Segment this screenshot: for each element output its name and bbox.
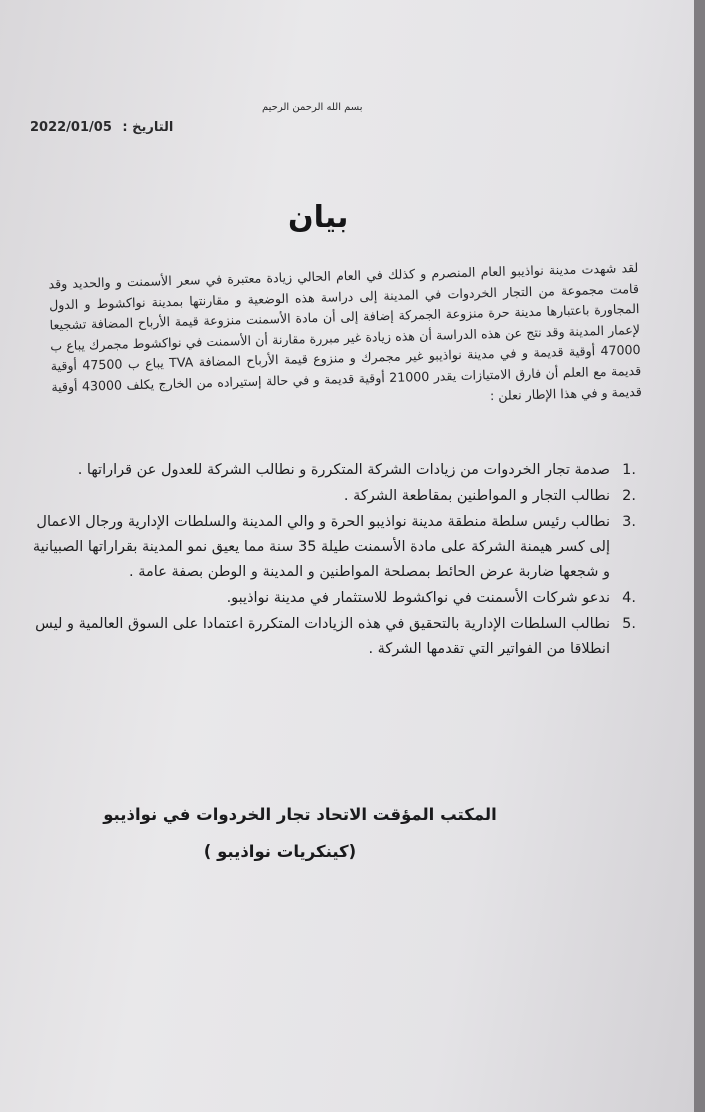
list-item-number: 2. <box>622 488 636 504</box>
list-item-text: صدمة تجار الخردوات من زيادات الشركة المتكررة و نطالب الشركة للعدول عن قراراتها . <box>77 462 610 478</box>
list-item-text: ندعو شركات الأسمنت في نواكشوط للاستثمار في مدينة نواذيبو. <box>226 590 610 606</box>
list-item <box>30 510 636 585</box>
list-item-number: 4. <box>622 590 636 606</box>
list-item-text: نطالب التجار و المواطنين بمقاطعة الشركة . <box>343 488 610 504</box>
date-line <box>30 120 173 135</box>
basmala: بسم الله الرحمن الرحيم <box>262 102 363 113</box>
list-item-number: 5. <box>622 616 636 632</box>
date-value: 2022/01/05 <box>30 120 112 135</box>
document-title: بيان <box>288 200 349 235</box>
signature-subtitle: (كينكريات نواذيبو ) <box>203 842 357 861</box>
list-item-text: نطالب رئيس سلطة منطقة مدينة نواذيبو الحرة و والي المدينة والسلطات الإدارية ورجال الاعمال إلى كسر هيمنة الشركة على مادة الأسمنت طيلة 35 سنة مما يعيق نمو المدينة بقراراتها الصبيانية و شجعها ضاربة عرض الحائط بمصلحة المواطنين و المدينة و الوطن بصفة عامة . <box>32 514 610 580</box>
list-item-number: 3. <box>622 514 636 530</box>
list-item <box>30 484 636 509</box>
list-item <box>30 586 636 611</box>
list-item-number: 1. <box>622 462 636 478</box>
date-label: التاريخ : <box>122 120 174 135</box>
demands-list <box>30 458 636 663</box>
list-item-text: نطالب السلطات الإدارية بالتحقيق في هذه الزيادات المتكررة اعتمادا على السوق العالمية و ليس انطلاقا من الفواتير التي تقدمها الشركة . <box>35 616 610 657</box>
list-item <box>30 458 636 483</box>
list-item <box>30 612 636 662</box>
intro-paragraph: لقد شهدت مدينة نواذيبو العام المنصرم و كذلك في العام الحالي زيادة معتبرة في سعر الأسمنت و والحديد وقد قامت مجموعة من التجار الخردوات في المدينة إلى دراسة هذه الوضعية و مقارنتها بمدينة نواكشوط و الدول المجاورة باعتبارها مدينة حرة منزوعة الجمركة إضافة إلى أن مادة الأسمنت منزوعة قيمة الأرباح المضافة تشجيعا لإعمار المدينة وقد نتج عن هذه الدراسة أن هذه زيادة غير مبررة مقارنة أن الأسمنت في نواكشوط مجمرك يباع ب 47000 أوقية قديمة و في مدينة نواذيبو غير مجمرك و منزوع قيمة الأرباح المضافة TVA يباع ب 47500 أوقية قديمة مع العلم أن فارق الامتيازات يقدر 21000 أوقية قديمة و في حالة إستيراده من الخارج يكلف 43000 أوقية قديمة و في هذا الإطار نعلن : <box>48 259 642 403</box>
page-edge-shadow <box>694 0 705 1112</box>
signature-organization: المكتب المؤقت الاتحاد تجار الخردوات في نواذيبو <box>103 805 497 824</box>
